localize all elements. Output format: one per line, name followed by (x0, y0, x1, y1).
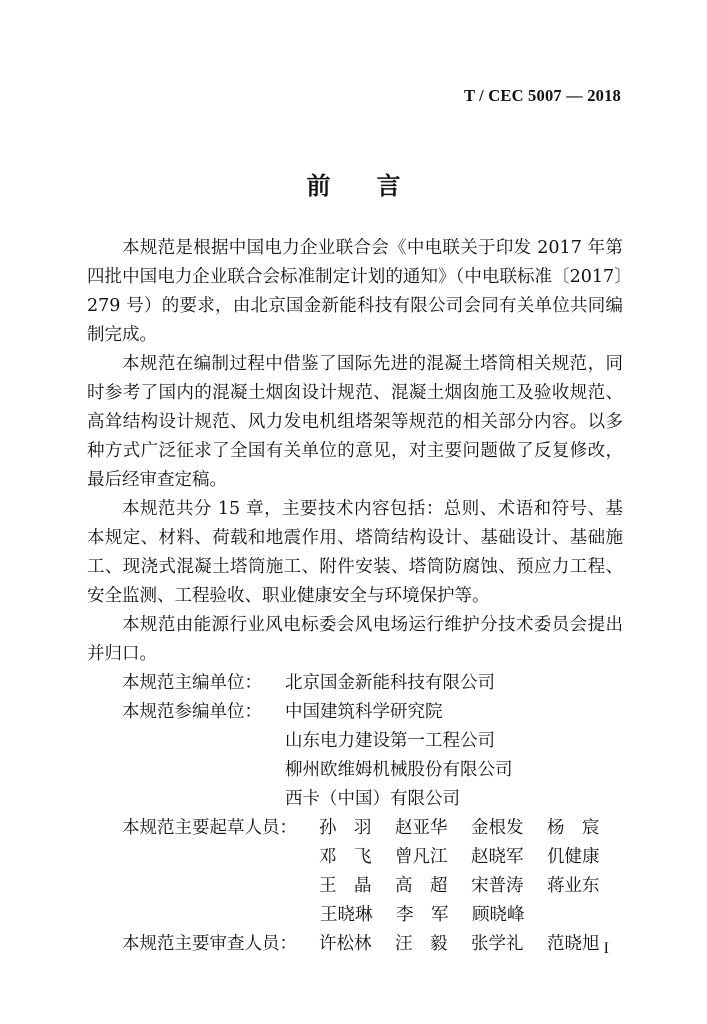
participating-unit: 柳州欧维姆机械股份有限公司 (285, 760, 513, 780)
reviewers-label: 本规范主要审查人员： (122, 934, 297, 954)
participating-unit: 山东电力建设第一工程公司 (285, 731, 495, 751)
drafter-name: 赵晓军 (471, 847, 524, 867)
drafters-label: 本规范主要起草人员： (122, 818, 297, 838)
drafter-name: 王 晶 (319, 876, 372, 896)
drafter-names (319, 814, 623, 843)
drafter-name: 顾晓峰 (472, 905, 525, 925)
reviewer-name: 范晓旭 (547, 934, 600, 954)
paragraph-basis: 本规范是根据中国电力企业联合会《中电联关于印发 2017 年第四批中国电力企业联合会标准制定计划的通知》（中电联标准〔2017〕279 号）的要求，由北京国金新能科技有限公司会同有关单位共同编制完成。 (87, 238, 623, 345)
drafter-name: 曾凡江 (395, 847, 448, 867)
drafter-name: 高 超 (395, 876, 448, 896)
page-number: I (603, 940, 609, 957)
reviewer-name: 许松林 (319, 934, 372, 954)
paragraph-proposer: 本规范由能源行业风电标委会风电场运行维护分技术委员会提出并归口。 (87, 615, 623, 664)
participating-units-label: 本规范参编单位： (122, 702, 262, 722)
participating-unit-row (87, 727, 623, 756)
reviewer-names (319, 930, 623, 959)
drafter-name: 宋普涛 (471, 876, 524, 896)
paragraph-references: 本规范在编制过程中借鉴了国际先进的混凝土塔筒相关规范，同时参考了国内的混凝土烟囱设计规范、混凝土烟囱施工及验收规范、高耸结构设计规范、风力发电机组塔架等规范的相关部分内容。以多种方式广泛征求了全国有关单位的意见，对主要问题做了反复修改，最后经审查定稿。 (87, 354, 623, 490)
drafter-name: 赵亚华 (395, 818, 448, 838)
page-title: 前言 (306, 171, 447, 200)
drafters-row (87, 843, 623, 872)
drafters-row (87, 814, 623, 843)
participating-unit-row (87, 756, 623, 785)
drafter-names (320, 901, 548, 930)
participating-unit: 西卡（中国）有限公司 (285, 789, 460, 809)
drafters-row (87, 901, 623, 930)
drafter-name: 仉健康 (547, 847, 600, 867)
reviewer-name: 张学礼 (471, 934, 524, 954)
chief-unit-value: 北京国金新能科技有限公司 (285, 673, 495, 693)
drafter-name: 金根发 (471, 818, 524, 838)
document-body (87, 234, 623, 959)
reviewers-row (87, 930, 623, 959)
drafters-row (87, 872, 623, 901)
chief-unit-label: 本规范主编单位： (122, 673, 262, 693)
participating-unit: 中国建筑科学研究院 (285, 702, 443, 722)
participating-unit-row (87, 698, 623, 727)
drafter-names (319, 872, 623, 901)
drafter-name: 邓 飞 (319, 847, 372, 867)
drafter-name: 李 军 (396, 905, 449, 925)
participating-unit-row (87, 785, 623, 814)
drafter-names (319, 843, 623, 872)
drafter-name: 孙 羽 (319, 818, 372, 838)
drafter-name: 杨 宸 (547, 818, 600, 838)
drafter-name: 蒋业东 (547, 876, 600, 896)
drafter-name: 王晓琳 (320, 905, 373, 925)
chief-unit-row (87, 669, 623, 698)
paragraph-contents: 本规范共分 15 章，主要技术内容包括：总则、术语和符号、基本规定、材料、荷载和地震作用、塔筒结构设计、基础设计、基础施工、现浇式混凝土塔筒施工、附件安装、塔筒防腐蚀、预应力工程、安全监测、工程验收、职业健康安全与环境保护等。 (87, 499, 623, 606)
standard-code: T / CEC 5007 — 2018 (463, 86, 621, 105)
reviewer-name: 汪 毅 (395, 934, 448, 954)
